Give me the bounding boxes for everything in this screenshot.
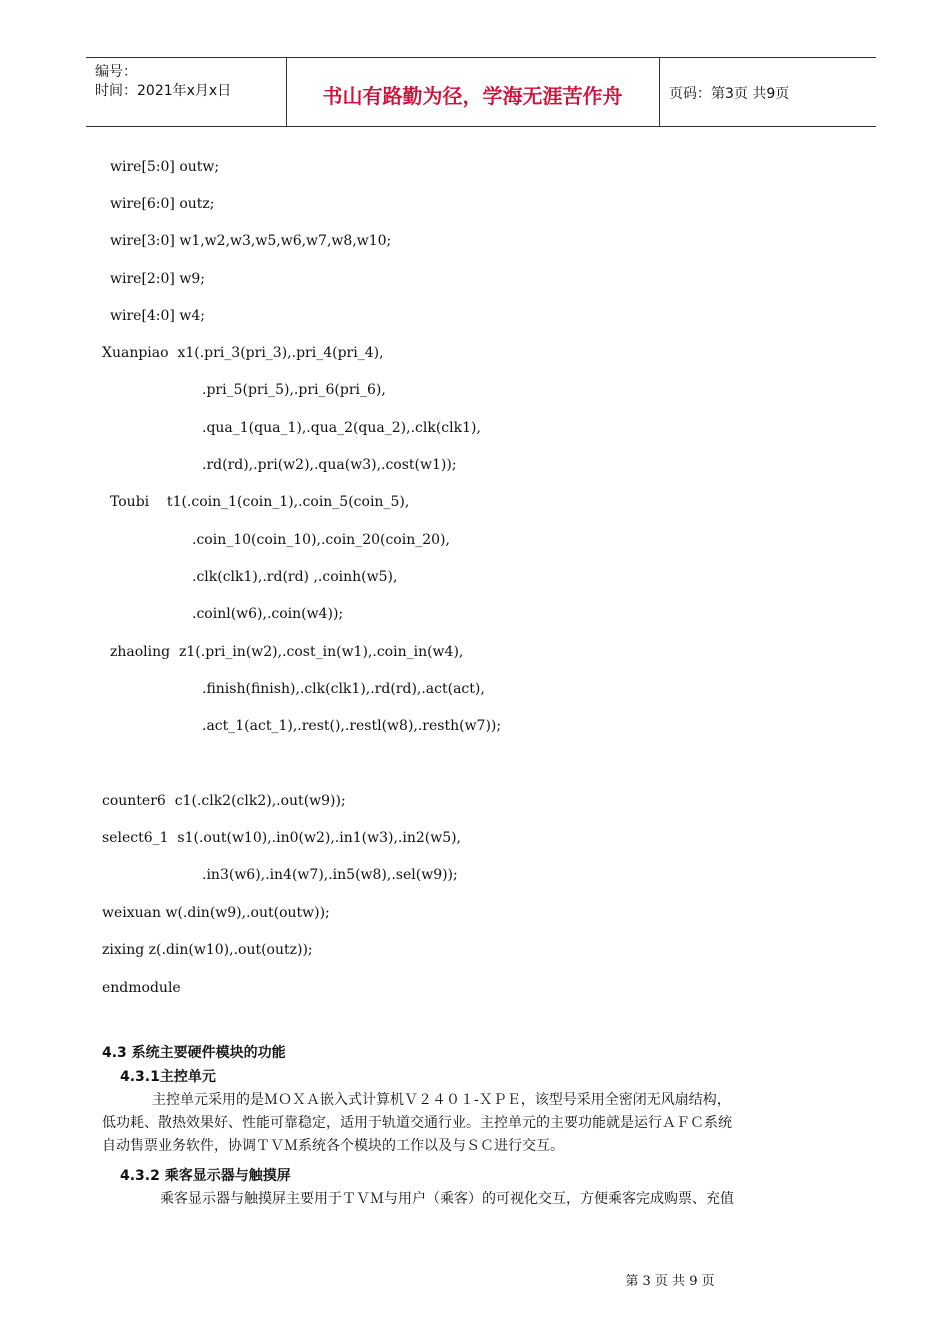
section-heading-4-3-2: 4.3.2 乘客显示器与触摸屏: [120, 1168, 291, 1184]
paragraph-main-control: [102, 1089, 862, 1158]
paragraph-line: 自动售票业务软件，协调ＴＶＭ系统各个模块的工作以及与ＳＣ进行交互。: [102, 1138, 564, 1154]
code-line: wire[5:0] outw;: [110, 159, 220, 175]
code-line: Xuanpiao x1(.pri_3(pri_3),.pri_4(pri_4),: [102, 345, 384, 361]
document-time-label: 时间：2021年x月x日: [95, 83, 232, 99]
code-line: wire[3:0] w1,w2,w3,w5,w6,w7,w8,w10;: [110, 233, 392, 249]
section-heading-4-3-1: 4.3.1主控单元: [120, 1069, 216, 1085]
paragraph-display: [102, 1188, 862, 1211]
document-number-label: 编号：: [95, 64, 137, 80]
code-line: wire[6:0] outz;: [110, 196, 215, 212]
page-header: [86, 57, 876, 127]
code-line: wire[4:0] w4;: [110, 308, 205, 324]
code-line: .qua_1(qua_1),.qua_2(qua_2),.clk(clk1),: [202, 420, 481, 436]
page-footer: [0, 1270, 950, 1289]
code-line: zhaoling z1(.pri_in(w2),.cost_in(w1),.coin_in(w4),: [110, 644, 464, 660]
code-line: zixing z(.din(w10),.out(outz));: [102, 942, 313, 958]
code-line: .finish(finish),.clk(clk1),.rd(rd),.act(act),: [202, 681, 485, 697]
code-line: weixuan w(.din(w9),.out(outw));: [102, 905, 330, 921]
header-page-cell: [660, 58, 876, 126]
paragraph-line: 乘客显示器与触摸屏主要用于ＴＶＭ与用户（乘客）的可视化交互，方便乘客完成购票、充值: [160, 1191, 734, 1207]
header-motto: 书山有路勤为径，学海无涯苦作舟: [322, 84, 623, 108]
paragraph-line: 低功耗、散热效果好、性能可靠稳定，适用于轨道交通行业。主控单元的主要功能就是运行ＡＦＣ系统: [102, 1115, 732, 1131]
code-line: .pri_5(pri_5),.pri_6(pri_6),: [202, 382, 386, 398]
header-meta-cell: [86, 58, 287, 126]
code-line: Toubi t1(.coin_1(coin_1),.coin_5(coin_5),: [110, 494, 410, 510]
code-line: .rd(rd),.pri(w2),.qua(w3),.cost(w1));: [202, 457, 457, 473]
header-motto-cell: [286, 58, 660, 126]
footer-page-number: 第 3 页 共 9 页: [625, 1274, 715, 1289]
code-line: wire[2:0] w9;: [110, 271, 205, 287]
paragraph-line: 主控单元采用的是ＭＯＸＡ嵌入式计算机Ｖ２４０１-ＸＰＥ，该型号采用全密闭无风扇结构，: [152, 1092, 731, 1108]
code-line: .act_1(act_1),.rest(),.restl(w8),.resth(w7));: [202, 718, 502, 734]
section-heading-4-3: 4.3 系统主要硬件模块的功能: [102, 1045, 286, 1061]
header-page-info: 页码：第3页 共9页: [669, 86, 790, 102]
code-line: select6_1 s1(.out(w10),.in0(w2),.in1(w3),.in2(w5),: [102, 830, 462, 846]
code-line: counter6 c1(.clk2(clk2),.out(w9));: [102, 793, 346, 809]
code-line: .coinl(w6),.coin(w4));: [192, 606, 344, 622]
code-line: .in3(w6),.in4(w7),.in5(w8),.sel(w9));: [202, 867, 458, 883]
code-line: endmodule: [102, 980, 181, 996]
code-line: .clk(clk1),.rd(rd) ,.coinh(w5),: [192, 569, 398, 585]
code-line: .coin_10(coin_10),.coin_20(coin_20),: [192, 532, 450, 548]
